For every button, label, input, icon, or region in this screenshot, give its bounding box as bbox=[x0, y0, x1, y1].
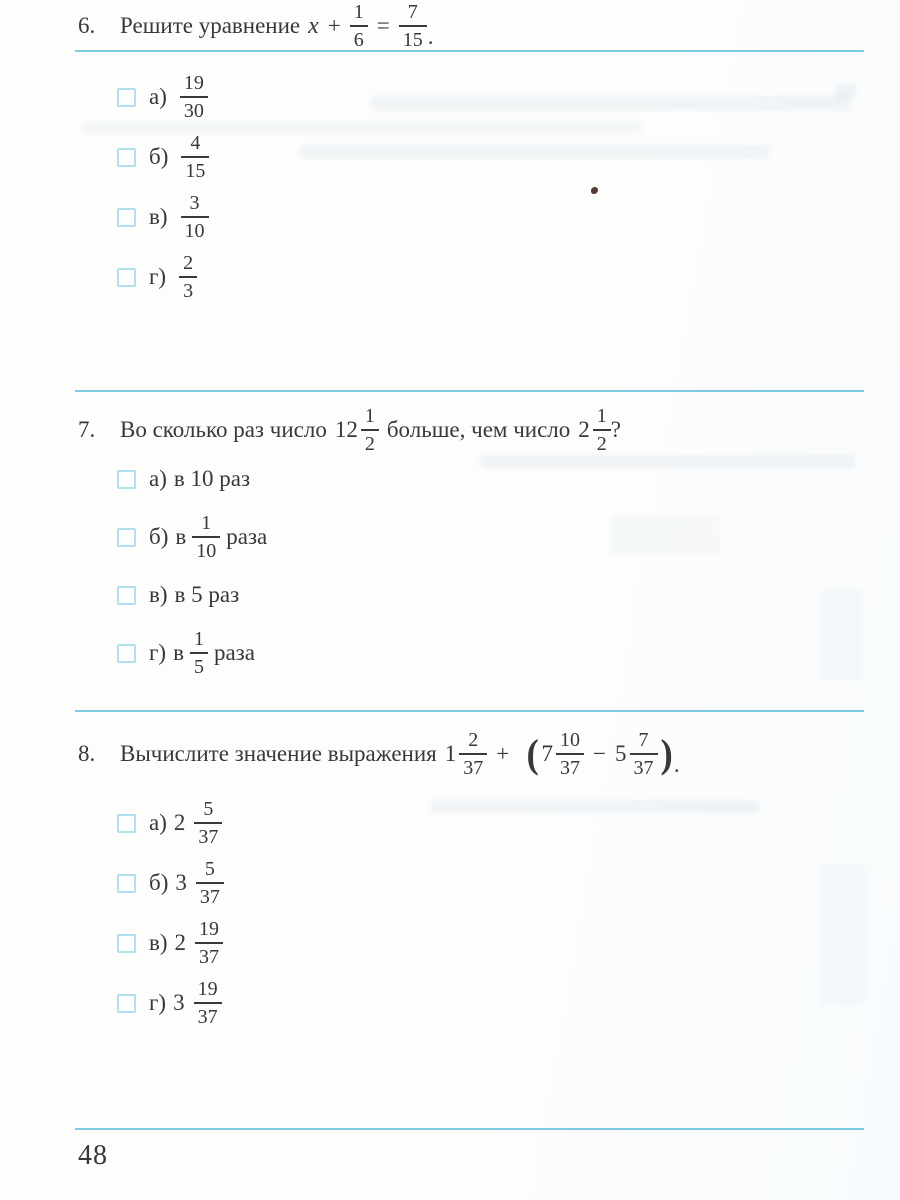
fraction-denominator: 5 bbox=[190, 652, 208, 678]
fraction-numerator: 3 bbox=[189, 192, 200, 214]
whole-part: 3 bbox=[175, 870, 187, 895]
fraction-numerator: 7 bbox=[407, 1, 418, 23]
fraction bbox=[196, 858, 224, 908]
option-6b[interactable] bbox=[117, 132, 860, 182]
mixed-number bbox=[542, 729, 585, 779]
fraction bbox=[194, 978, 222, 1028]
option-label: в) bbox=[149, 930, 168, 955]
question-mark: ? bbox=[610, 417, 621, 442]
mixed-number bbox=[578, 405, 611, 455]
question-8 bbox=[78, 728, 860, 1038]
whole-part: 2 bbox=[174, 930, 187, 955]
fraction-denominator: 37 bbox=[459, 753, 487, 779]
option-label: г) bbox=[149, 640, 167, 665]
fraction bbox=[350, 1, 368, 51]
fraction bbox=[556, 729, 584, 779]
fraction-numerator: 1 bbox=[353, 1, 364, 23]
separator-rule-q8 bbox=[75, 710, 864, 712]
page-number: 48 bbox=[78, 1140, 108, 1171]
question-6-options bbox=[78, 72, 860, 302]
option-8v[interactable] bbox=[117, 918, 860, 968]
fraction-denominator: 2 bbox=[361, 429, 379, 455]
option-label: в) bbox=[149, 204, 168, 229]
question-6-title bbox=[78, 0, 860, 52]
option-6a[interactable] bbox=[117, 72, 860, 122]
option-label: а) bbox=[149, 466, 167, 491]
fraction bbox=[399, 1, 427, 51]
mixed-number bbox=[173, 978, 228, 1028]
answer-checkbox[interactable] bbox=[117, 644, 136, 663]
answer-checkbox[interactable] bbox=[117, 874, 136, 893]
option-text: раза bbox=[226, 524, 268, 549]
fraction bbox=[593, 405, 611, 455]
fraction-denominator: 15 bbox=[399, 25, 427, 51]
separator-rule-q7 bbox=[75, 390, 864, 392]
fraction-denominator: 2 bbox=[593, 429, 611, 455]
sentence-period: . bbox=[427, 24, 434, 49]
fraction-numerator: 2 bbox=[468, 729, 479, 751]
minus-operator: − bbox=[593, 741, 607, 766]
option-7b[interactable] bbox=[117, 512, 860, 562]
whole-part: 1 bbox=[444, 741, 457, 766]
answer-checkbox[interactable] bbox=[117, 586, 136, 605]
fraction-denominator: 3 bbox=[179, 276, 197, 302]
open-paren: ( bbox=[526, 731, 540, 776]
question-7-options bbox=[78, 456, 860, 678]
close-paren: ) bbox=[660, 731, 673, 776]
separator-rule-footer bbox=[75, 1128, 864, 1130]
question-7 bbox=[78, 404, 860, 688]
fraction bbox=[179, 252, 197, 302]
option-text: в 10 раз bbox=[173, 466, 251, 491]
question-8-title bbox=[78, 728, 860, 780]
fraction bbox=[180, 72, 208, 122]
fraction-numerator: 19 bbox=[183, 72, 204, 94]
answer-checkbox[interactable] bbox=[117, 934, 136, 953]
answer-checkbox[interactable] bbox=[117, 268, 136, 287]
fraction-denominator: 6 bbox=[350, 25, 368, 51]
option-8a[interactable] bbox=[117, 798, 860, 848]
option-label: а) bbox=[149, 84, 167, 109]
whole-part: 12 bbox=[334, 417, 358, 442]
mixed-number bbox=[335, 405, 379, 455]
fraction-numerator: 4 bbox=[190, 132, 201, 154]
fraction-denominator: 37 bbox=[194, 1002, 222, 1028]
plus-operator: + bbox=[327, 13, 341, 38]
question-number: 8. bbox=[78, 741, 96, 766]
fraction-numerator: 5 bbox=[204, 858, 215, 880]
fraction-numerator: 2 bbox=[183, 252, 194, 274]
whole-part: 2 bbox=[173, 810, 186, 835]
fraction-denominator: 37 bbox=[630, 753, 658, 779]
mixed-number bbox=[174, 798, 229, 848]
fraction bbox=[459, 729, 487, 779]
fraction bbox=[181, 132, 209, 182]
option-label: в) bbox=[149, 582, 168, 607]
fraction-numerator: 5 bbox=[203, 798, 214, 820]
option-label: г) bbox=[149, 264, 167, 289]
plus-operator: + bbox=[496, 741, 510, 766]
fraction bbox=[192, 512, 220, 562]
answer-checkbox[interactable] bbox=[117, 208, 136, 227]
fraction bbox=[630, 729, 658, 779]
option-8b[interactable] bbox=[117, 858, 860, 908]
fraction bbox=[361, 405, 379, 455]
answer-checkbox[interactable] bbox=[117, 528, 136, 547]
fraction bbox=[190, 628, 208, 678]
fraction bbox=[181, 192, 209, 242]
equals-operator: = bbox=[376, 13, 390, 38]
mixed-number bbox=[175, 858, 230, 908]
fraction-numerator: 1 bbox=[201, 512, 212, 534]
fraction-denominator: 37 bbox=[195, 942, 223, 968]
fraction-numerator: 7 bbox=[638, 729, 649, 751]
fraction-denominator: 37 bbox=[556, 753, 584, 779]
mixed-number bbox=[175, 918, 230, 968]
fraction-denominator: 30 bbox=[180, 96, 208, 122]
question-text: больше, чем число bbox=[386, 417, 571, 442]
fraction bbox=[194, 798, 222, 848]
whole-part: 2 bbox=[578, 417, 590, 442]
question-text: Вычислите значение выражения bbox=[120, 741, 437, 766]
option-label: б) bbox=[149, 524, 169, 549]
fraction-numerator: 1 bbox=[193, 628, 204, 650]
option-text: в bbox=[173, 640, 184, 665]
fraction-numerator: 19 bbox=[197, 978, 218, 1000]
answer-checkbox[interactable] bbox=[117, 148, 136, 167]
question-8-options bbox=[78, 798, 860, 1028]
fraction-denominator: 10 bbox=[181, 216, 209, 242]
fraction-denominator: 15 bbox=[181, 156, 209, 182]
option-7a[interactable] bbox=[117, 456, 860, 502]
whole-part: 5 bbox=[615, 741, 627, 766]
fraction-numerator: 1 bbox=[596, 405, 607, 427]
answer-checkbox[interactable] bbox=[117, 88, 136, 107]
mixed-number bbox=[445, 729, 488, 779]
option-label: г) bbox=[149, 990, 167, 1015]
option-text: раза bbox=[213, 640, 255, 665]
fraction-denominator: 37 bbox=[194, 822, 222, 848]
question-number: 6. bbox=[78, 13, 96, 38]
answer-checkbox[interactable] bbox=[117, 470, 136, 489]
option-8g[interactable] bbox=[117, 978, 860, 1028]
question-text: Решите уравнение bbox=[120, 13, 301, 38]
option-label: б) bbox=[149, 144, 169, 169]
fraction-numerator: 1 bbox=[364, 405, 375, 427]
fraction-denominator: 10 bbox=[192, 536, 220, 562]
fraction-numerator: 10 bbox=[560, 729, 581, 751]
fraction-numerator: 19 bbox=[199, 918, 220, 940]
sentence-period: . bbox=[673, 752, 680, 777]
question-6 bbox=[78, 0, 860, 312]
question-7-title bbox=[78, 404, 860, 456]
whole-part: 7 bbox=[541, 741, 554, 766]
option-7v[interactable] bbox=[117, 572, 860, 618]
whole-part: 3 bbox=[173, 990, 185, 1015]
question-text: Во сколько раз число bbox=[120, 417, 327, 442]
answer-checkbox[interactable] bbox=[117, 994, 136, 1013]
option-text: в bbox=[175, 524, 187, 549]
answer-checkbox[interactable] bbox=[117, 814, 136, 833]
option-label: а) bbox=[149, 810, 167, 835]
fraction-denominator: 37 bbox=[196, 882, 224, 908]
option-label: б) bbox=[149, 870, 169, 895]
question-number: 7. bbox=[78, 417, 96, 442]
option-7g[interactable] bbox=[117, 628, 860, 678]
variable-x: x bbox=[308, 12, 319, 39]
option-text: в 5 раз bbox=[174, 582, 240, 607]
option-6g[interactable] bbox=[117, 252, 860, 302]
option-6v[interactable] bbox=[117, 192, 860, 242]
mixed-number bbox=[615, 729, 658, 779]
fraction bbox=[195, 918, 223, 968]
